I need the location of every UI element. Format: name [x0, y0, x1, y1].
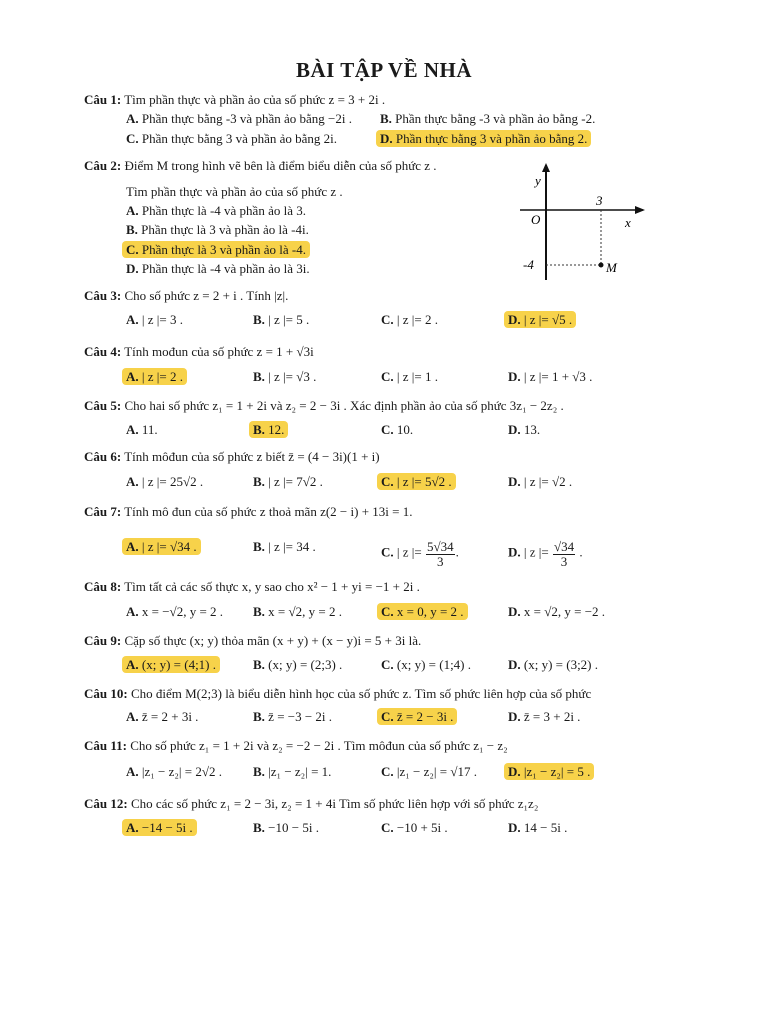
option-4c: C. | z |= 1 .: [381, 369, 438, 384]
question-8: Câu 8: Tìm tất cả các số thực x, y sao cho x² − 1 + yi = −1 + 2i .: [84, 579, 420, 594]
option-1c: C. Phần thực bằng 3 và phần ảo bằng 2i.: [126, 131, 338, 146]
option-3c: C. | z |= 2 .: [381, 312, 438, 327]
fraction: $\frac{√34}{3}$: [553, 539, 575, 569]
option-4d: D. | z |= 1 + √3 .: [508, 369, 593, 384]
question-9: Câu 9: Cặp số thực (x; y) thỏa mãn (x + y) + (x − y)i = 5 + 3i là.: [84, 633, 422, 648]
question-11: Câu 11: Cho số phức z₁ = 1 + 2i và z₂ = −2 − 2i . Tìm môđun của số phức z₁ − z₂: [84, 738, 508, 753]
option-2d: D. Phần thực là -4 và phần ảo là 3i.: [126, 261, 310, 276]
option-12c: C. −10 + 5i .: [381, 820, 448, 835]
page-title: BÀI TẬP VỀ NHÀ: [295, 58, 472, 82]
option-10b: B. z̄ = −3 − 2i .: [253, 709, 333, 724]
option-1b: B. Phần thực bằng -3 và phần ảo bằng -2.: [380, 111, 596, 126]
option-5d: D. 13.: [508, 422, 541, 437]
option-1d-correct: D. Phần thực bằng 3 và phần ảo bằng 2.: [380, 131, 591, 146]
option-8d: D. x = √2, y = −2 .: [508, 604, 606, 619]
option-4a-correct: A. | z |= 2 .: [126, 369, 187, 384]
question-7: Câu 7: Tính mô đun của số phức z thoả mãn z(2 − i) + 13i = 1.: [84, 504, 413, 519]
option-4b: B. | z |= √3 .: [253, 369, 317, 384]
question-3: Câu 3: Cho số phức z = 2 + i . Tính |z|.: [84, 288, 289, 303]
question-6: Câu 6: Tính môđun của số phức z biết z̄ = (4 − 3i)(1 + i): [84, 449, 380, 464]
x-axis-arrow: [635, 206, 645, 214]
question-text: Tìm phần thực và phần ảo của số phức z = 3 + 2i .: [124, 92, 386, 107]
option-7a-correct: A. | z |= √34 .: [126, 539, 201, 554]
option-2c-correct: C. Phần thực là 3 và phần ảo là -4.: [126, 242, 310, 257]
option-9d: D. (x; y) = (3;2) .: [508, 657, 599, 672]
option-6c-correct: C. | z |= 5√2 .: [381, 474, 456, 489]
option-3b: B. | z |= 5 .: [253, 312, 310, 327]
option-12a-correct: A. −14 − 5i .: [126, 820, 197, 835]
question-5: Câu 5: Cho hai số phức z₁ = 1 + 2i và z₂ = 2 − 3i . Xác định phần ảo của số phức 3z₁ − 2z₂ .: [84, 398, 564, 413]
option-9a-correct: A. (x; y) = (4;1) .: [126, 657, 220, 672]
option-5c: C. 10.: [381, 422, 414, 437]
point-label: M: [606, 260, 617, 275]
option-6b: B. | z |= 7√2 .: [253, 474, 323, 489]
option-8c-correct: C. x = 0, y = 2 .: [381, 604, 468, 619]
option-11c: C. |z₁ − z₂| = √17 .: [381, 764, 477, 779]
option-7d: D. | z |= $\frac{√34}{3}$ .: [508, 539, 583, 569]
x-tick-label: 3: [596, 193, 603, 208]
question-12: Câu 12: Cho các số phức z₁ = 2 − 3i, z₂ = 1 + 4i Tìm số phức liên hợp với số phức z₁z₂: [84, 796, 539, 811]
option-3a: A. | z |= 3 .: [126, 312, 183, 327]
option-12b: B. −10 − 5i .: [253, 820, 319, 835]
question-10: Câu 10: Cho điểm M(2;3) là biểu diễn hình học của số phức z. Tìm số phức liên hợp của số phức: [84, 686, 592, 701]
option-7c: C. | z |= $\frac{5√34}{3}$ .: [381, 539, 459, 569]
option-5b-correct: B. 12.: [253, 422, 288, 437]
option-11d-correct: D. |z₁ − z₂| = 5 .: [508, 764, 594, 779]
option-1a: A. Phần thực bằng -3 và phần ảo bằng −2i .: [126, 111, 352, 126]
option-11a: A. |z₁ − z₂| = 2√2 .: [126, 764, 222, 779]
question-2: Câu 2: Điểm M trong hình vẽ bên là điểm biểu diễn của số phức z .: [84, 158, 437, 173]
option-6d: D. | z |= √2 .: [508, 474, 573, 489]
option-9b: B. (x; y) = (2;3) .: [253, 657, 343, 672]
origin-label: O: [531, 212, 541, 227]
question-1: [84, 92, 385, 107]
option-9c: C. (x; y) = (1;4) .: [381, 657, 472, 672]
option-8a: A. x = −√2, y = 2 .: [126, 604, 224, 619]
option-12d: D. 14 − 5i .: [508, 820, 568, 835]
fraction: $\frac{5√34}{3}$: [426, 539, 454, 569]
option-7b: B. | z |= 34 .: [253, 539, 316, 554]
y-label: y: [535, 173, 541, 188]
y-axis-arrow: [542, 163, 550, 172]
question-2-subtext: Tìm phần thực và phần ảo của số phức z .: [126, 184, 343, 199]
option-10d: D. z̄ = 3 + 2i .: [508, 709, 581, 724]
y-tick-label: -4: [523, 257, 534, 272]
point-m: [599, 263, 604, 268]
x-label: x: [625, 215, 631, 230]
question-label: Câu 1:: [84, 92, 122, 107]
option-8b: B. x = √2, y = 2 .: [253, 604, 342, 619]
option-6a: A. | z |= 25√2 .: [126, 474, 204, 489]
option-2b: B. Phần thực là 3 và phần ảo là -4i.: [126, 222, 309, 237]
option-11b: B. |z₁ − z₂| = 1.: [253, 764, 332, 779]
question-4: Câu 4: Tính mođun của số phức z = 1 + √3i: [84, 344, 314, 359]
option-5a: A. 11.: [126, 422, 158, 437]
option-3d-correct: D. | z |= √5 .: [508, 312, 576, 327]
option-10a: A. z̄ = 2 + 3i .: [126, 709, 199, 724]
option-10c-correct: C. z̄ = 2 − 3i .: [381, 709, 457, 724]
option-2a: A. Phần thực là -4 và phần ảo là 3.: [126, 203, 306, 218]
complex-plane-figure: [515, 160, 650, 285]
